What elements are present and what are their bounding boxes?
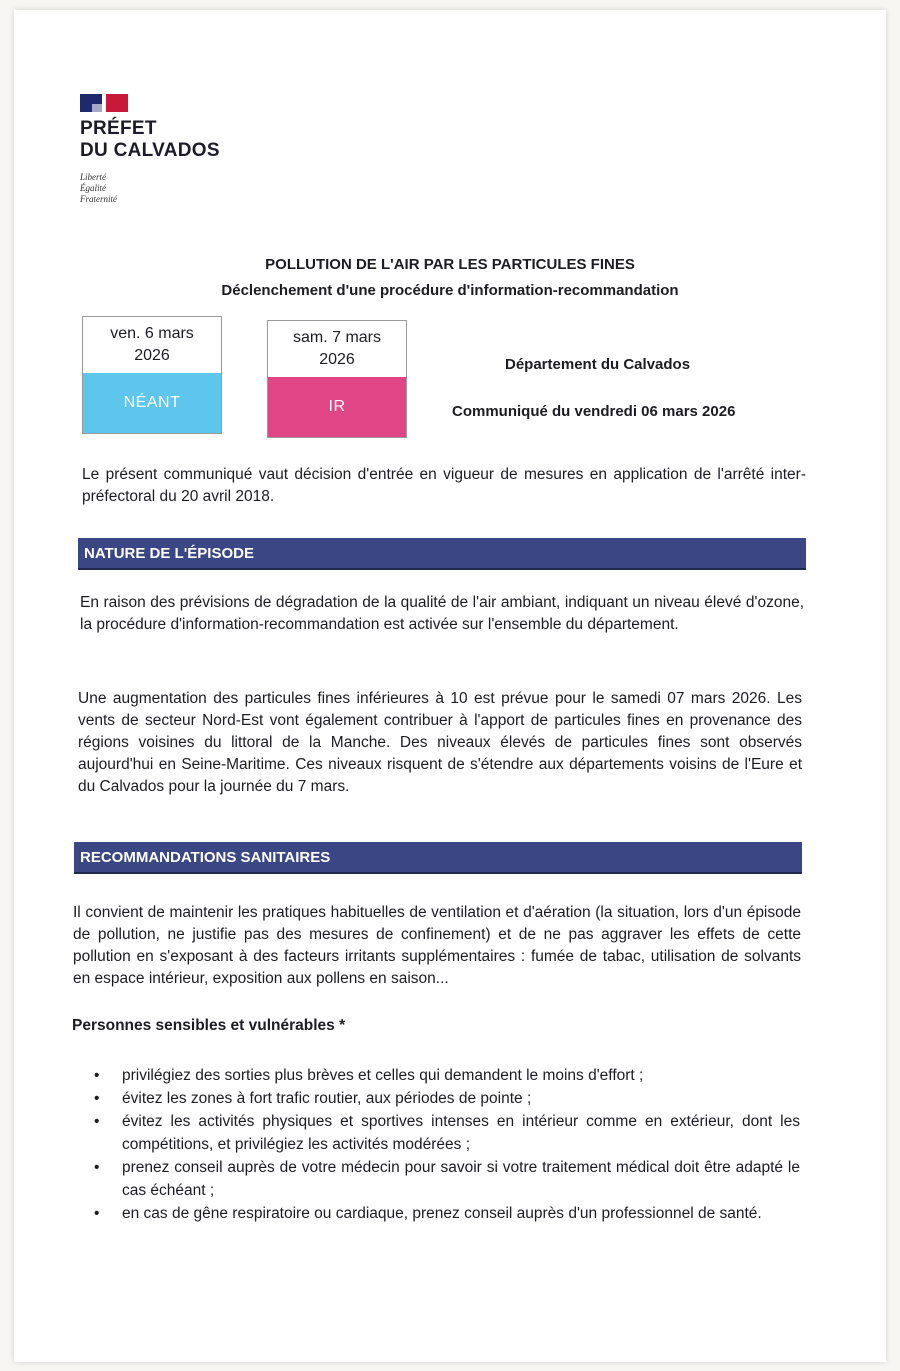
day-date-line2: 2026 bbox=[134, 347, 170, 364]
list-item: • privilégiez des sorties plus brèves et celles qui demandent le moins d'effort ; bbox=[88, 1064, 800, 1087]
day-date-line1: ven. 6 mars bbox=[110, 325, 194, 342]
list-item: • évitez les zones à fort trafic routier, aux périodes de pointe ; bbox=[88, 1087, 800, 1110]
logo-line-1: PRÉFET bbox=[80, 118, 157, 139]
list-item: • prenez conseil auprès de votre médecin pour savoir si votre traitement médical doit être adapté le cas échéant ; bbox=[88, 1156, 800, 1202]
document-title: POLLUTION DE L'AIR PAR LES PARTICULES FINES bbox=[265, 256, 635, 273]
nature-paragraph-1: En raison des prévisions de dégradation de la qualité de l'air ambiant, indiquant un niveau élevé d'ozone, la procédure d'information-recommandation est activée sur l'ensemble du département. bbox=[80, 594, 804, 633]
day-date bbox=[83, 317, 221, 373]
communique-date: Communiqué du vendredi 06 mars 2026 bbox=[452, 403, 736, 420]
devise bbox=[80, 172, 220, 205]
day-date-line1: sam. 7 mars bbox=[292, 329, 381, 346]
recommendation-list bbox=[88, 1064, 800, 1225]
section-heading-nature: NATURE DE L'ÉPISODE bbox=[78, 538, 806, 570]
day-box-friday bbox=[82, 316, 222, 434]
department-label: Département du Calvados bbox=[505, 356, 691, 373]
nature-paragraph-2: Une augmentation des particules fines inférieures à 10 est prévue pour le samedi 07 mars 2026. Les vents de secteur Nord-Est vont également contribuer à l'apport de particules fines en provenance des régions voisines du littoral de la Manche. Des niveaux élevés de particules fines sont observés aujourd'hui en Seine-Maritime. Ces niveaux risquent de s'étendre aux départements voisins de l'Eure et du Calvados pour la journée du 7 mars. bbox=[78, 690, 802, 795]
devise-liberte: Liberté bbox=[80, 172, 106, 182]
prefecture-logo bbox=[80, 94, 220, 205]
marianne-flag-icon bbox=[80, 94, 132, 112]
day-date-line2: 2026 bbox=[319, 351, 355, 368]
day-box-saturday bbox=[267, 320, 407, 438]
section-heading-recommandations: RECOMMANDATIONS SANITAIRES bbox=[74, 842, 802, 874]
sensitive-persons-heading: Personnes sensibles et vulnérables * bbox=[72, 1017, 346, 1034]
devise-fraternite: Fraternité bbox=[80, 194, 117, 204]
day-level-badge: NÉANT bbox=[83, 373, 221, 433]
intro-paragraph: Le présent communiqué vaut décision d'entrée en vigueur de mesures en application de l'arrêté inter-préfectoral du 20 avril 2018. bbox=[82, 466, 806, 505]
recommandations-paragraph: Il convient de maintenir les pratiques habituelles de ventilation et d'aération (la situation, lors d'un épisode de pollution, ne justifie pas des mesures de confinement) et de ne pas aggraver les effets de cette pollution en s'exposant à des facteurs irritants supplémentaires : fumée de tabac, utilisation de solvants en espace intérieur, exposition aux pollens en saison... bbox=[73, 904, 801, 987]
day-date bbox=[268, 321, 406, 377]
logo-line-2: DU CALVADOS bbox=[80, 140, 220, 161]
document-subtitle: Déclenchement d'une procédure d'information-recommandation bbox=[221, 282, 679, 299]
day-level-badge: IR bbox=[268, 377, 406, 437]
list-item: • en cas de gêne respiratoire ou cardiaque, prenez conseil auprès d'un professionnel de santé. bbox=[88, 1202, 800, 1225]
list-item: • évitez les activités physiques et sportives intenses en intérieur comme en extérieur, dont les compétitions, et privilégiez les activités modérées ; bbox=[88, 1110, 800, 1156]
devise-egalite: Égalité bbox=[80, 183, 106, 193]
